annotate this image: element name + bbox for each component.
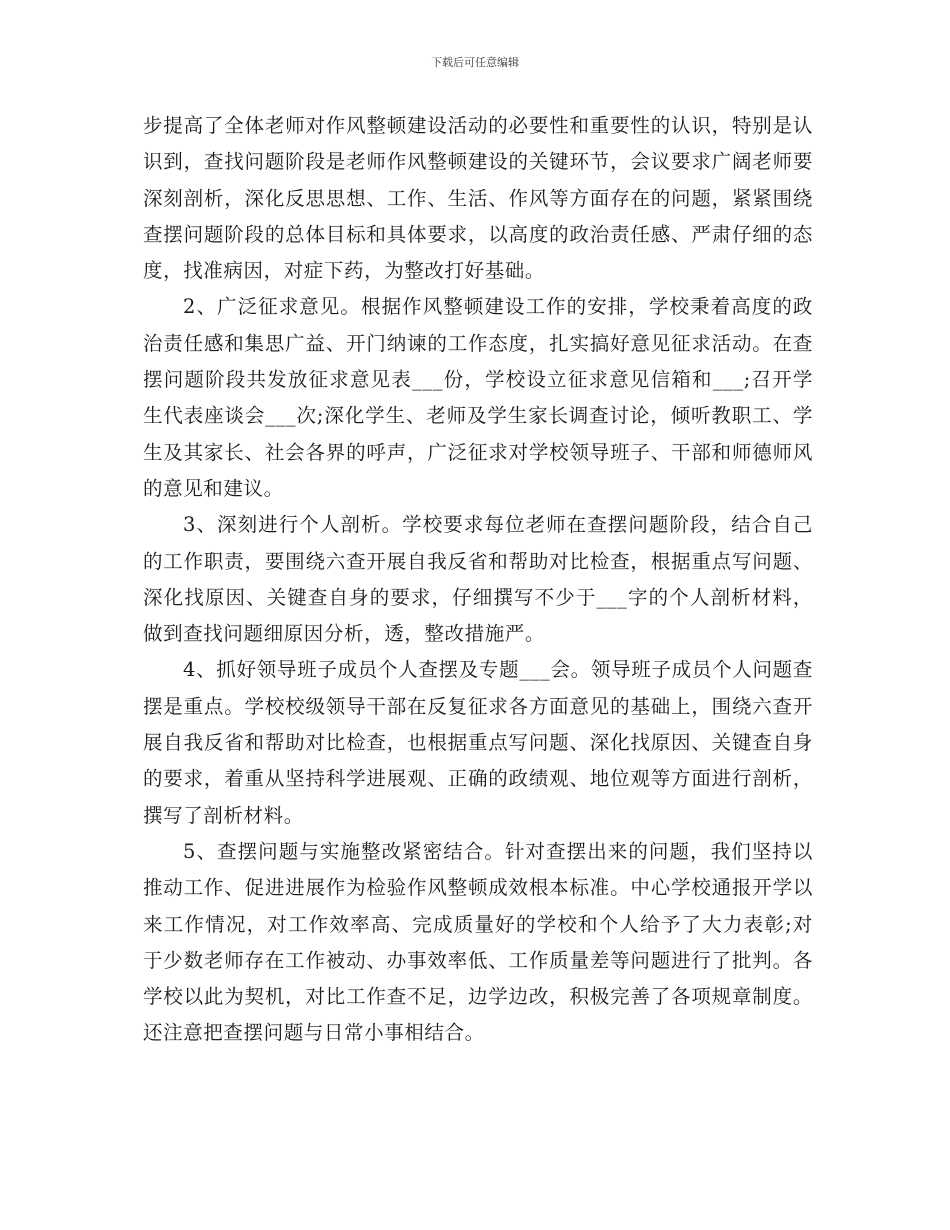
paragraph-item-4: 4、抓好领导班子成员个人查摆及专题___会。领导班子成员个人问题查摆是重点。学校校级领导干部在反复征求各方面意见的基础上，围绕六查开展自我反省和帮助对比检查，也根据重点写问题、深化找原因、关键查自身的要求，着重从坚持科学进展观、正确的政绩观、地位观等方面进行剖析，撰写了剖析材料。: [143, 658, 813, 827]
paragraph-item-5: 5、查摆问题与实施整改紧密结合。针对查摆出来的问题，我们坚持以推动工作、促进进展作为检验作风整顿成效根本标准。中心学校通报开学以来工作情况，对工作效率高、完成质量好的学校和个人给予了大力表彰;对于少数老师存在工作被动、办事效率低、工作质量差等问题进行了批判。各学校以此为契机，对比工作查不足，边学边改，积极完善了各项规章制度。还注意把查摆问题与日常小事相结合。: [143, 839, 813, 1045]
paragraph-item-3: 3、深刻进行个人剖析。学校要求每位老师在查摆问题阶段，结合自己的工作职责，要围绕六查开展自我反省和帮助对比检查，根据重点写问题、深化找原因、关键查自身的要求，仔细撰写不少于___字的个人剖析材料，做到查找问题细原因分析，透，整改措施严。: [143, 513, 813, 646]
paragraph-item-2: 2、广泛征求意见。根据作风整顿建设工作的安排，学校秉着高度的政治责任感和集思广益、开门纳谏的工作态度，扎实搞好意见征求活动。在查摆问题阶段共发放征求意见表___份，学校设立征求意见信箱和___;召开学生代表座谈会___次;深化学生、老师及学生家长调查讨论，倾听教职工、学生及其家长、社会各界的呼声，广泛征求对学校领导班子、干部和师德师风的意见和建议。: [143, 295, 813, 500]
page-header-note: 下载后可任意编辑: [431, 56, 519, 69]
paragraph-continuation: 步提高了全体老师对作风整顿建设活动的必要性和重要性的认识，特别是认识到，查找问题阶段是老师作风整顿建设的关键环节，会议要求广阔老师要深刻剖析，深化反思思想、工作、生活、作风等方面存在的问题，紧紧围绕查摆问题阶段的总体目标和具体要求，以高度的政治责任感、严肃仔细的态度，找准病因，对症下药，为整改打好基础。: [143, 114, 813, 283]
document-body: [143, 108, 813, 1052]
